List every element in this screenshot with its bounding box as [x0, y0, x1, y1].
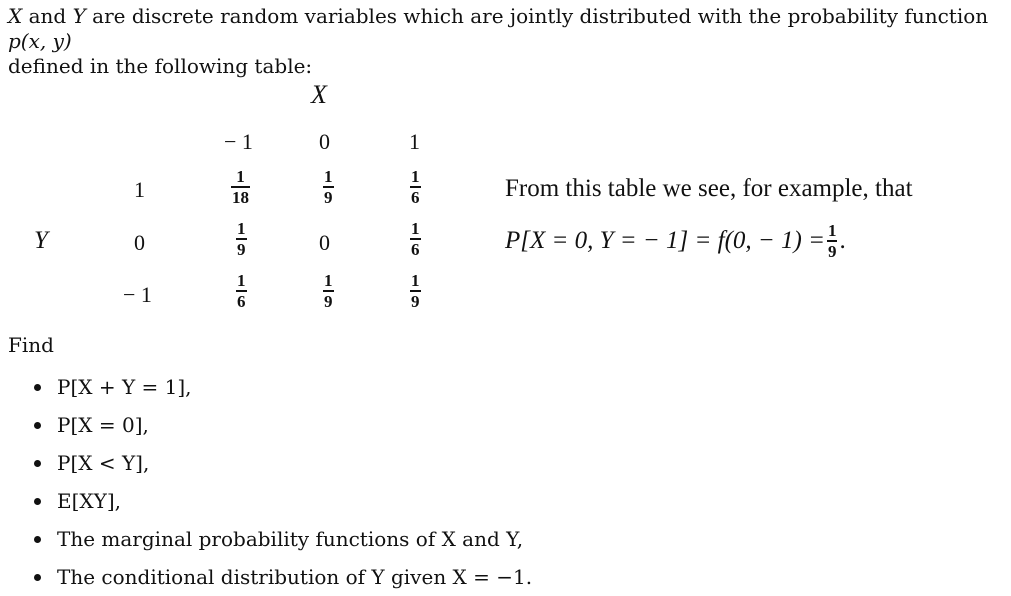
bullet-icon [34, 384, 41, 391]
equation-end: . [839, 227, 846, 254]
col-header: − 1 [224, 129, 253, 154]
fraction-numerator: 1 [411, 219, 420, 238]
table-cell-fraction [323, 168, 334, 206]
col-header: 0 [319, 129, 330, 154]
bullet-icon [34, 498, 41, 505]
table-cell-fraction [410, 220, 421, 258]
col-header: 1 [409, 129, 420, 154]
fraction-numerator: 1 [237, 271, 246, 290]
fraction-numerator: 1 [324, 167, 333, 186]
intro-line-1 [8, 4, 1008, 54]
table-cell-fraction [236, 220, 247, 258]
list-item [32, 558, 532, 596]
fraction-denominator: 6 [237, 292, 246, 311]
table-cell-value: 0 [319, 230, 330, 255]
question-text: P[X + Y = 1], [57, 375, 192, 399]
question-text: P[X < Y], [57, 451, 150, 475]
function-notation: p(x, y) [8, 29, 72, 53]
fraction-denominator: 9 [411, 292, 420, 311]
list-item [32, 482, 532, 520]
fraction-denominator: 18 [232, 188, 249, 207]
fraction-denominator: 9 [324, 188, 333, 207]
fraction-denominator: 9 [324, 292, 333, 311]
find-label: Find [8, 333, 54, 357]
question-text: The conditional distribution of Y given X = −1. [57, 565, 533, 589]
table-cell-fraction [410, 272, 421, 310]
row-header: 1 [134, 177, 145, 202]
question-text: E[XY], [57, 489, 122, 513]
question-list [32, 368, 532, 596]
table-cell-fraction [231, 168, 250, 206]
row-header: 0 [134, 230, 145, 255]
fraction-denominator: 9 [827, 242, 837, 261]
equation-text: P[X = 0, Y = − 1] = f(0, − 1) = [505, 227, 825, 254]
intro-line-2: defined in the following table: [8, 54, 313, 78]
fraction-denominator: 6 [411, 188, 420, 207]
equation-fraction [827, 222, 838, 260]
table-cell-fraction [323, 272, 334, 310]
fraction-numerator: 1 [827, 221, 837, 240]
problem-intro [8, 4, 1008, 79]
example-note: From this table we see, for example, that [505, 175, 913, 202]
fraction-numerator: 1 [411, 271, 420, 290]
table-row-title: Y [34, 227, 48, 254]
list-item [32, 368, 532, 406]
bullet-icon [34, 574, 41, 581]
bullet-icon [34, 460, 41, 467]
example-equation [505, 222, 846, 260]
table-cell-fraction [410, 168, 421, 206]
var-x: X [8, 4, 23, 28]
question-text: P[X = 0], [57, 413, 149, 437]
list-item [32, 406, 532, 444]
fraction-numerator: 1 [237, 219, 246, 238]
bullet-icon [34, 536, 41, 543]
row-header: − 1 [123, 282, 152, 307]
question-text: The marginal probability functions of X and Y, [57, 527, 524, 551]
table-cell-fraction [236, 272, 247, 310]
intro-and: and [22, 4, 73, 28]
fraction-numerator: 1 [411, 167, 420, 186]
list-item [32, 520, 532, 558]
var-y: Y [72, 4, 86, 28]
intro-line-1-text: are discrete random variables which are jointly distributed with the probability function [85, 4, 989, 28]
bullet-icon [34, 422, 41, 429]
fraction-numerator: 1 [324, 271, 333, 290]
table-col-title: X [311, 80, 327, 109]
fraction-denominator: 9 [237, 240, 246, 259]
list-item [32, 444, 532, 482]
fraction-denominator: 6 [411, 240, 420, 259]
fraction-numerator: 1 [236, 167, 245, 186]
